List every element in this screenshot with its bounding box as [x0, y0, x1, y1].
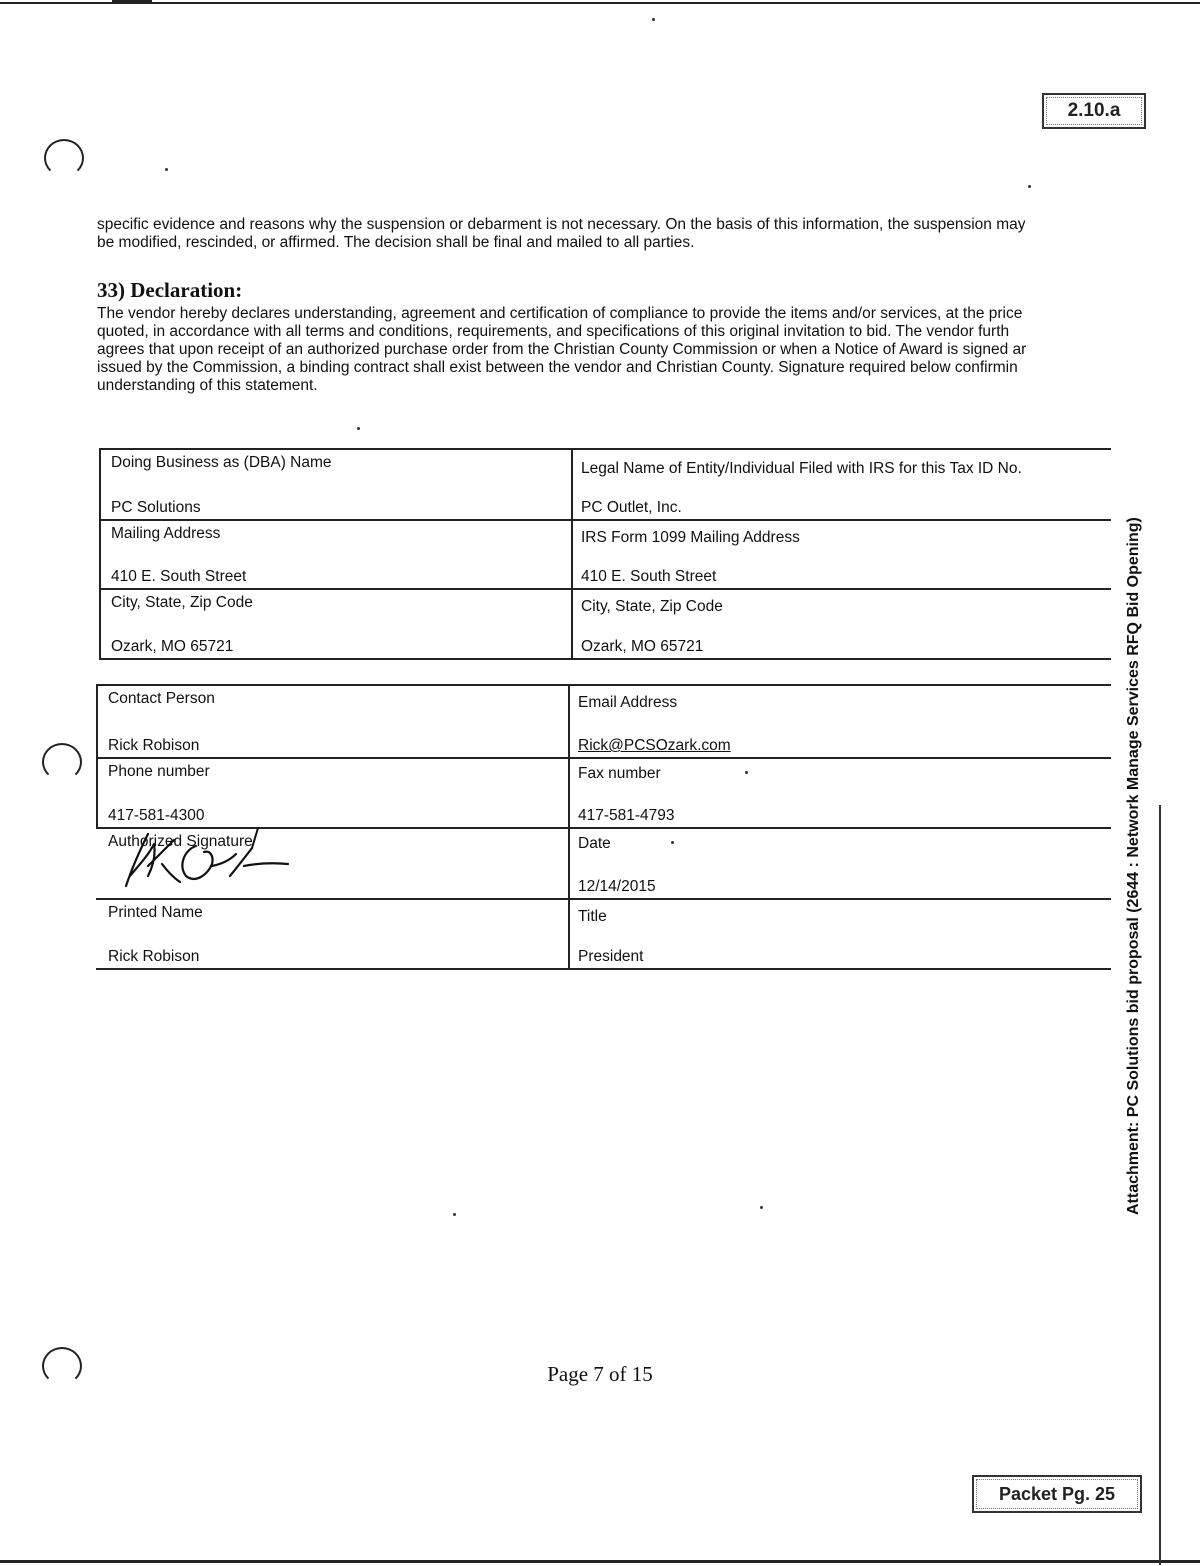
field-label: Legal Name of Entity/Individual Filed with IRS for this Tax ID No. [581, 460, 1022, 477]
field-label: Printed Name [108, 904, 203, 921]
scan-speck [165, 168, 168, 171]
email-address-cell [568, 686, 1111, 757]
field-label: City, State, Zip Code [581, 598, 723, 615]
title-cell [568, 900, 1111, 968]
field-label: IRS Form 1099 Mailing Address [581, 529, 800, 546]
field-value: 417-581-4300 [108, 807, 205, 824]
table-row [99, 521, 1111, 590]
table-row [96, 686, 1111, 759]
city-state-zip-cell [99, 590, 573, 658]
scan-speck [357, 427, 360, 430]
packet-page-label: Packet Pg. 25 [998, 1483, 1116, 1504]
field-label: City, State, Zip Code [111, 594, 253, 611]
field-label: Email Address [578, 694, 678, 711]
table-row [99, 450, 1111, 521]
date-cell [568, 829, 1111, 898]
field-value: 12/14/2015 [578, 878, 656, 895]
email-link[interactable]: Rick@PCSOzark.com [578, 737, 731, 754]
intro-line: specific evidence and reasons why the suspension or debarment is not necessary. On the basis of this information, the suspension may [97, 216, 1026, 233]
dba-name-cell [99, 450, 573, 519]
scan-speck [453, 1213, 456, 1216]
declaration-paragraph [97, 305, 1112, 395]
field-value: Rick Robison [108, 737, 200, 754]
top-rule [0, 2, 1200, 4]
field-value: Ozark, MO 65721 [581, 638, 704, 655]
field-value: Rick Robison [108, 948, 200, 965]
scan-speck [1028, 185, 1031, 188]
field-label: Mailing Address [111, 525, 221, 542]
field-label: Phone number [108, 763, 210, 780]
contact-person-cell [96, 686, 570, 757]
declaration-line: agrees that upon receipt of an authorized purchase order from the Christian County Commission or when a Notice of Award is signed ar [97, 341, 1027, 358]
mailing-address-cell [99, 521, 573, 588]
field-label: Doing Business as (DBA) Name [111, 454, 332, 471]
agenda-item-stamp [1042, 93, 1146, 129]
page-number: Page 7 of 15 [547, 1362, 653, 1386]
section-heading: 33) Declaration: [97, 278, 243, 302]
field-value: President [578, 948, 644, 965]
declaration-line: The vendor hereby declares understanding, agreement and certification of compliance to provide the items and/or services, at the price [97, 305, 1023, 322]
declaration-line: issued by the Commission, a binding contract shall exist between the vendor and Christian County. Signature required below confirmin [97, 359, 1018, 376]
field-value: 410 E. South Street [111, 568, 247, 585]
field-value: Ozark, MO 65721 [111, 638, 234, 655]
field-value: 410 E. South Street [581, 568, 717, 585]
table-row [99, 590, 1111, 660]
field-label: Authorized Signature [108, 833, 253, 850]
vendor-info-table [99, 448, 1111, 660]
field-value: PC Outlet, Inc. [581, 499, 682, 516]
top-rule-mark [112, 0, 152, 2]
intro-line: be modified, rescinded, or affirmed. The decision shall be final and mailed to all parties. [97, 234, 695, 251]
field-label: Contact Person [108, 690, 215, 707]
attachment-caption: Attachment: PC Solutions bid proposal (2644 : Network Manage Services RFQ Bid Opening) [1125, 517, 1142, 1215]
bottom-rule [0, 1560, 1200, 1563]
handwritten-signature [118, 826, 298, 896]
printed-name-cell [96, 900, 570, 968]
irs-mailing-address-cell [571, 521, 1111, 588]
margin-rule [1159, 805, 1161, 1565]
field-label: Title [578, 908, 607, 925]
field-value: PC Solutions [111, 499, 201, 516]
declaration-line: quoted, in accordance with all terms and conditions, requirements, and specifications of this original invitation to bid. The vendor furth [97, 323, 1010, 340]
table-row [96, 759, 1111, 829]
field-label: Fax number [578, 765, 661, 782]
declaration-line: understanding of this statement. [97, 377, 318, 394]
packet-page-stamp [972, 1475, 1142, 1513]
table-row [96, 900, 1111, 970]
field-label: Date [578, 835, 611, 852]
agenda-item-id: 2.10.a [1067, 100, 1121, 121]
scan-speck [652, 18, 655, 21]
field-value: 417-581-4793 [578, 807, 675, 824]
fax-number-cell [568, 759, 1111, 827]
intro-paragraph [97, 216, 1112, 252]
scan-speck [760, 1206, 763, 1209]
binder-hole-middle [42, 743, 82, 781]
irs-city-state-zip-cell [571, 590, 1111, 658]
binder-hole-top [44, 139, 84, 177]
phone-number-cell [96, 759, 570, 827]
legal-name-cell [571, 450, 1111, 519]
